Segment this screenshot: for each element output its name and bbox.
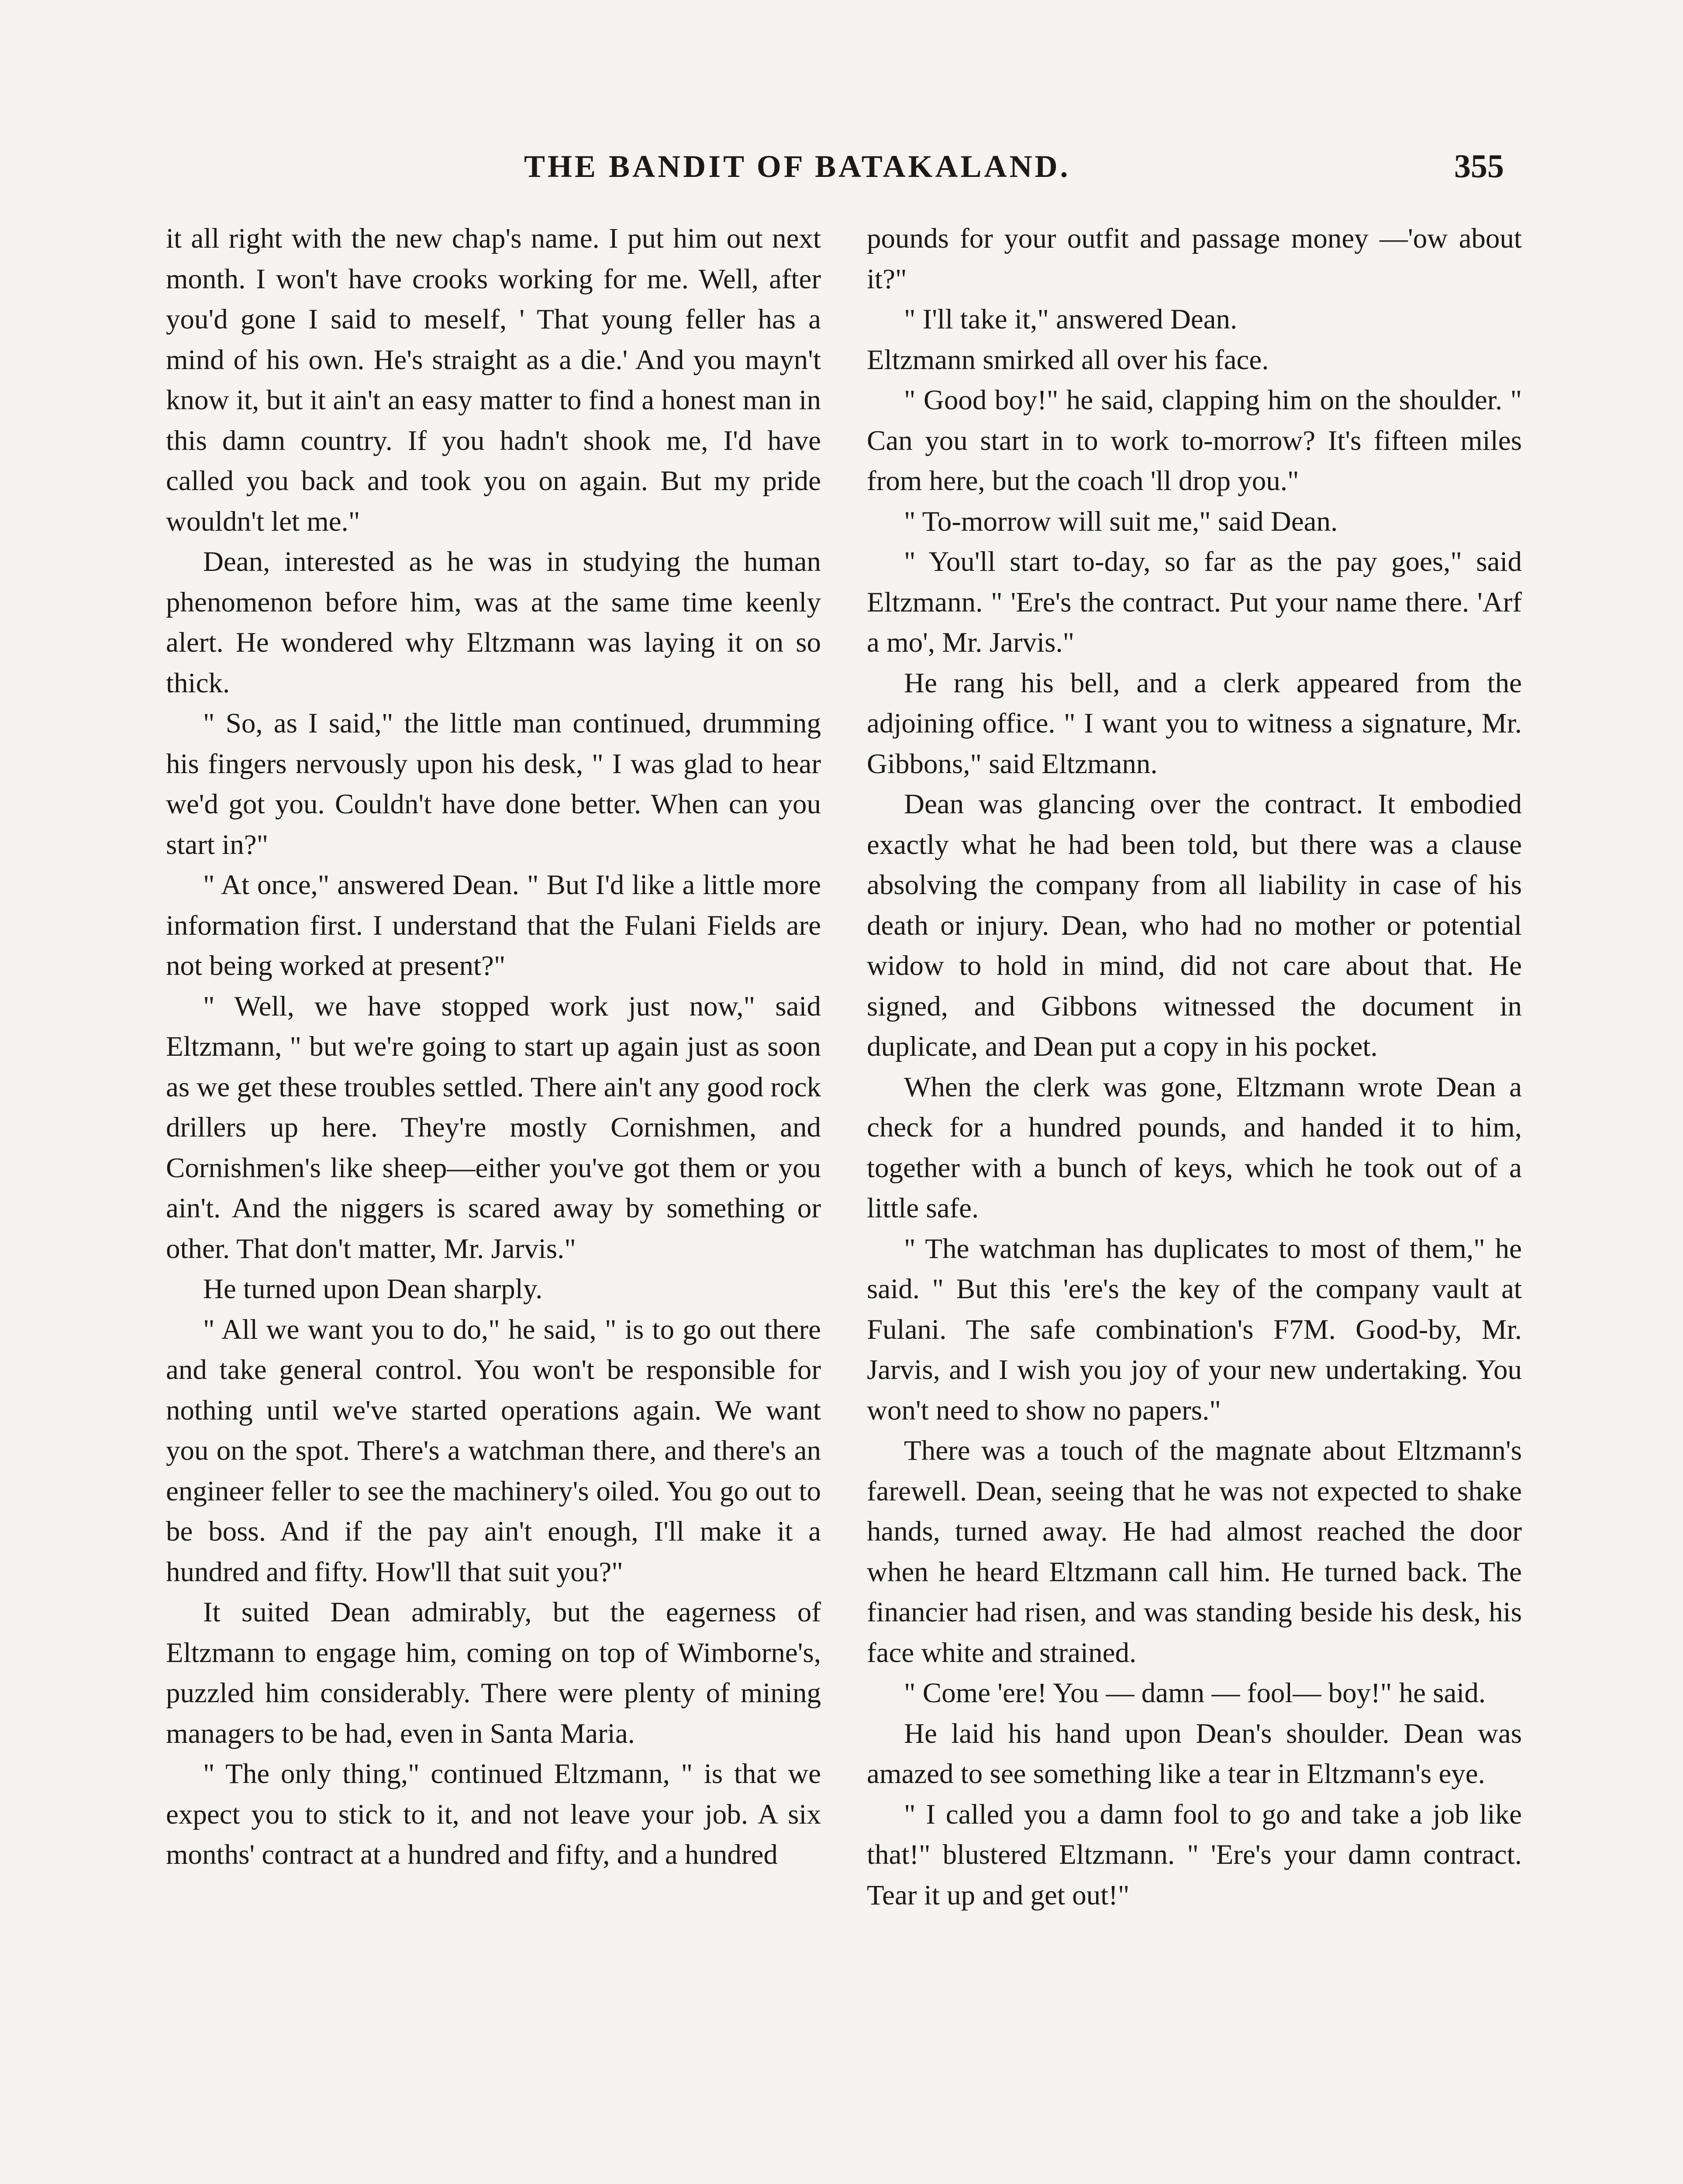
paragraph: " I'll take it," answered Dean. (904, 304, 1238, 335)
paragraph: Dean was glancing over the contract. It embodied exactly what he had been told, but there was a clause absolving the company from all liability in case of his death or injury. Dean, who had no mother or potential widow to hold in mind, did not care about that. He signed, and Gibbons witnessed the document in duplicate, and Dean put a copy in his pocket. (867, 788, 1522, 1062)
paragraph: " The watchman has duplicates to most of them," he said. " But this 'ere's the key of the company vault at Fulani. The safe combination's F7M. Good-by, Mr. Jarvis, and I wish you joy of your new undertaking. You won't need to show no papers." (867, 1233, 1522, 1426)
paragraph: He rang his bell, and a clerk appeared from the adjoining office. " I want you to witness a signature, Mr. Gibbons," said Eltzmann. (867, 667, 1522, 780)
paragraph: " I called you a damn fool to go and take a job like that!" blustered Eltzmann. " 'Ere's your damn contract. Tear it up and get out!" (867, 1798, 1522, 1911)
paragraph: " Come 'ere! You — damn — fool— boy!" he said. (904, 1677, 1486, 1709)
paragraph: " To-morrow will suit me," said Dean. (904, 505, 1338, 537)
right-column (867, 218, 1522, 1915)
paragraph: There was a touch of the magnate about Eltzmann's farewell. Dean, seeing that he was not expected to shake hands, turned away. He had almost reached the door when he heard Eltzmann call him. He turned back. The financier had risen, and was standing beside his desk, his face white and strained. (867, 1435, 1522, 1669)
paragraph: " At once," answered Dean. " But I'd like a little more information first. I understand that the Fulani Fields are not being worked at present?" (166, 869, 821, 981)
paragraph: " All we want you to do," he said, " is to go out there and take general control. You won't be responsible for nothing until we've started operations again. We want you on the spot. There's a watchman there, and there's an engineer feller to see the machinery's oiled. You go out to be boss. And if the pay ain't enough, I'll make it a hundred and fifty. How'll that suit you?" (166, 1313, 821, 1588)
paragraph: He laid his hand upon Dean's shoulder. Dean was amazed to see something like a tear in Eltzmann's eye. (867, 1717, 1522, 1790)
paragraph: He turned upon Dean sharply. (203, 1273, 543, 1305)
left-column (166, 218, 821, 1875)
page-number: 355 (1454, 148, 1504, 185)
paragraph: it all right with the new chap's name. I put him out next month. I won't have crooks working for me. Well, after you'd gone I said to meself, ' That young feller has a mind of his own. He's straight as a die.' And you mayn't know it, but it ain't an easy matter to find a honest man in this damn country. If you hadn't shook me, I'd have called you back and took you on again. But my pride wouldn't let me." (166, 223, 821, 537)
paragraph: It suited Dean admirably, but the eagerness of Eltzmann to engage him, coming on top of Wimborne's, puzzled him considerably. There were plenty of mining managers to be had, even in Santa Maria. (166, 1597, 821, 1749)
paragraph: Dean, interested as he was in studying the human phenomenon before him, was at the same time keenly alert. He wondered why Eltzmann was laying it on so thick. (166, 546, 821, 699)
paragraph: " Good boy!" he said, clapping him on the shoulder. " Can you start in to work to-morrow? It's fifteen miles from here, but the coach 'll drop you." (867, 384, 1522, 497)
paragraph: " The only thing," continued Eltzmann, " is that we expect you to stick to it, and not leave your job. A six months' contract at a hundred and fifty, and a hundred (166, 1758, 821, 1870)
paragraph: When the clerk was gone, Eltzmann wrote Dean a check for a hundred pounds, and handed it to him, together with a bunch of keys, which he took out of a little safe. (867, 1071, 1522, 1224)
paragraph: " So, as I said," the little man continued, drumming his fingers nervously upon his desk, " I was glad to hear we'd got you. Couldn't have done better. When can you start in?" (166, 708, 821, 860)
paragraph: pounds for your outfit and passage money —'ow about it?" (867, 223, 1522, 295)
paragraph: " Well, we have stopped work just now," said Eltzmann, " but we're going to start up again just as soon as we get these troubles settled. There ain't any good rock drillers up here. They're mostly Cornishmen, and Cornishmen's like sheep—either you've got them or you ain't. And the niggers is scared away by something or other. That don't matter, Mr. Jarvis." (166, 990, 821, 1265)
paragraph: " You'll start to-day, so far as the pay goes," said Eltzmann. " 'Ere's the contract. Put your name there. 'Arf a mo', Mr. Jarvis." (867, 546, 1522, 658)
paragraph: Eltzmann smirked all over his face. (867, 344, 1269, 376)
running-title: THE BANDIT OF BATAKALAND. (524, 149, 1071, 184)
